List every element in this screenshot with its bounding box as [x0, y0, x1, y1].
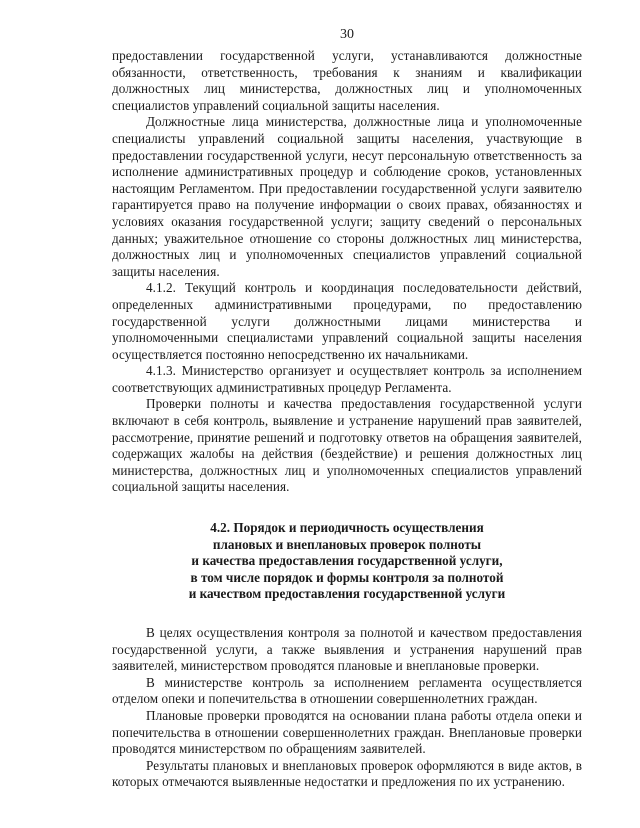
- heading-line: и качества предоставления государственной услуги,: [191, 553, 503, 569]
- paragraph: Проверки полноты и качества предоставления государственной услуги включают в себя контроль, выявление и устранение нарушений прав заявителей, рассмотрение, принятие решений и подготовку ответов на обращения заявителей, содержащих жалобы на действия (бездействие) и решения должностных лиц министерства, должностных лиц и уполномоченных специалистов управлений социальной защиты населения.: [112, 396, 582, 495]
- section-4-1-text: [112, 48, 582, 496]
- paragraph: Результаты плановых и внеплановых проверок оформляются в виде актов, в которых отмечаются выявленные недостатки и предложения по их устранению.: [112, 757, 582, 790]
- paragraph-4-1-2: 4.1.2. Текущий контроль и координация последовательности действий, определенных административными процедурами, по предоставлению государственной услуги должностными лицами министерства и уполномоченными специалистами управлений социальной защиты населения осуществляется постоянно непосредственно их начальниками.: [112, 280, 582, 362]
- paragraph: В целях осуществления контроля за полнотой и качеством предоставления государственной услуги, а также выявления и устранения нарушений прав заявителей, министерством проводятся плановые и внеплановые проверки.: [112, 625, 582, 674]
- section-heading-4-2: [112, 520, 582, 603]
- document-page: [112, 26, 582, 791]
- paragraph: предоставлении государственной услуги, устанавливаются должностные обязанности, ответственность, требования к знаниям и квалификации должностных лиц министерства, должностных лиц и уполномоченных специалистов управлений социальной защиты населения.: [112, 48, 582, 113]
- heading-line: и качеством предоставления государственной услуги: [188, 586, 506, 602]
- paragraph: Должностные лица министерства, должностные лица и уполномоченные специалисты управлений социальной защиты населения, участвующие в предоставлении государственной услуги, несут персональную ответственность за исполнение административных процедур и соблюдение сроков, установленных настоящим Регламентом. При предоставлении государственной услуги заявителю гарантируется право на получение информации о своих правах, обязанностях и условиях оказания государственной услуги; защиту сведений о персональных данных; уважительное отношение со стороны должностных лиц министерства, должностных лиц и уполномоченных специалистов управлений социальной защиты населения.: [112, 114, 582, 279]
- paragraph: Плановые проверки проводятся на основании плана работы отдела опеки и попечительства в отношении совершеннолетних граждан. Внеплановые проверки проводятся министерством по обращениям заявителей.: [112, 707, 582, 757]
- paragraph-4-1-3: 4.1.3. Министерство организует и осуществляет контроль за исполнением соответствующих административных процедур Регламента.: [112, 363, 582, 395]
- section-4-2-text: [112, 625, 582, 791]
- paragraph: В министерстве контроль за исполнением регламента осуществляется отделом опеки и попечительства в отношении совершеннолетних граждан.: [112, 674, 582, 707]
- heading-line: плановых и внеплановых проверок полноты: [212, 536, 482, 552]
- heading-line: в том числе порядок и формы контроля за полнотой: [190, 569, 504, 585]
- heading-line: 4.2. Порядок и периодичность осуществления: [210, 520, 484, 536]
- page-number: 30: [340, 27, 354, 42]
